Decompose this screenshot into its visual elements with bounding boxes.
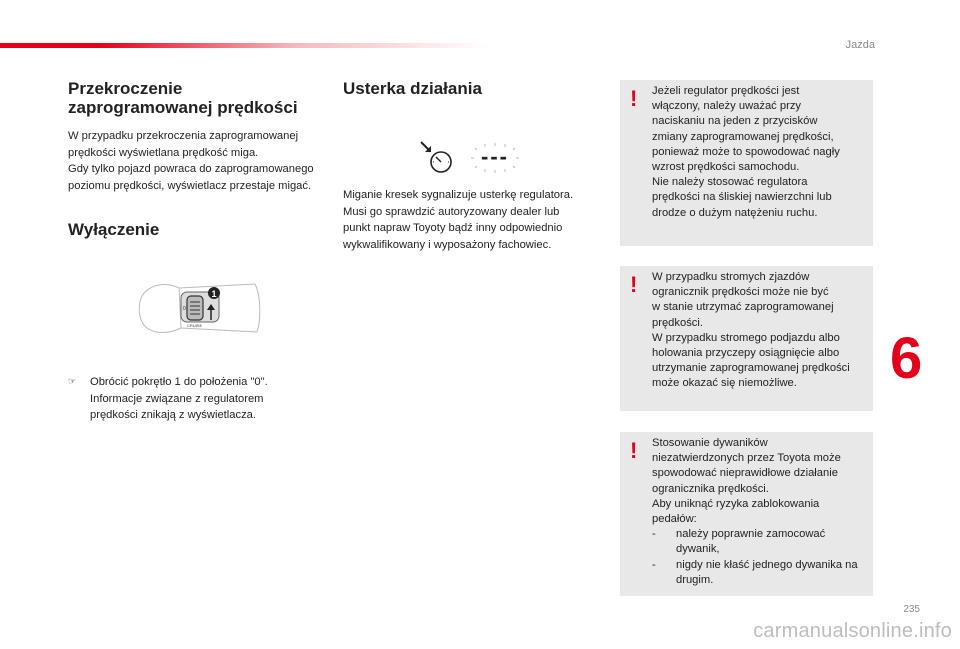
- text-line: drodze o dużym natężeniu ruchu.: [652, 206, 818, 219]
- warning-icon: !: [630, 272, 638, 297]
- page-number: 235: [903, 604, 920, 615]
- text-line: holowania przyczepy osiągnięcie albo: [652, 347, 840, 360]
- label-0: 0: [183, 306, 186, 312]
- text-line: naciskaniu na jeden z przycisków: [652, 115, 818, 128]
- text-line: W przypadku stromego podjazdu albo: [652, 331, 840, 344]
- text-line: pedałów:: [652, 513, 697, 526]
- warning-icon: !: [630, 86, 638, 111]
- section-title-line: Przekroczenie: [68, 79, 183, 98]
- warning-text: [652, 436, 867, 588]
- text-line: niezatwierdzonych przez Toyota może: [652, 452, 841, 465]
- label-1: 1: [211, 289, 217, 299]
- text-line: W przypadku przekroczenia zaprogramowanej: [68, 130, 299, 142]
- warning-text: [652, 270, 867, 392]
- list-item: [652, 558, 867, 588]
- text-line: Informacje związane z regulatorem: [90, 392, 264, 405]
- warning-icon: !: [630, 438, 638, 463]
- text-line: Jeżeli regulator prędkości jest: [652, 85, 800, 97]
- speed-exceeded-text: [68, 128, 330, 194]
- text-line: prędkości.: [652, 316, 703, 329]
- text-line: prędkości na śliskiej nawierzchni lub: [652, 191, 832, 204]
- warning-box-floor-mats: [620, 432, 873, 596]
- steering-stalk-illustration: [135, 272, 262, 344]
- text-line: poziomu prędkości, wyświetlacz przestaje migać.: [68, 179, 312, 192]
- text-line: ogranicznik prędkości może nie być: [652, 286, 829, 299]
- text-line: Miganie kresek sygnalizuje usterkę regulatora.: [343, 189, 574, 201]
- bullet-item-switch-off: [68, 374, 330, 424]
- text-line: Musi go sprawdzić autoryzowany dealer lub: [343, 205, 560, 218]
- text-line: prędkości wyświetlana prędkość miga.: [68, 146, 259, 159]
- list-dash: -: [652, 528, 656, 541]
- text-line: spowodować nieprawidłowe działanie: [652, 467, 838, 480]
- text-line: zmiany zaprogramowanej prędkości,: [652, 130, 834, 143]
- malfunction-text: [343, 187, 598, 253]
- text-line: Stosowanie dywaników: [652, 437, 768, 449]
- text-line: w stanie utrzymać zaprogramowanej: [652, 301, 834, 314]
- text-line: ogranicznika prędkości.: [652, 482, 769, 495]
- watermark: carmanualsonline.info: [753, 620, 952, 642]
- text-line: Obrócić pokrętło 1 do położenia "0".: [90, 376, 268, 388]
- label-cruise: CRUISE: [187, 323, 203, 328]
- text-line: Nie należy stosować regulatora: [652, 176, 808, 189]
- section-title-speed-exceeded: [68, 79, 328, 117]
- list-item-text: należy poprawnie zamocować dywanik,: [676, 528, 826, 556]
- arrow-bullet-icon: ☞: [68, 376, 77, 386]
- section-title-line: zaprogramowanej prędkości: [68, 98, 298, 117]
- section-title-malfunction: Usterka działania: [343, 79, 482, 98]
- text-line: utrzymanie zaprogramowanej prędkości: [652, 362, 850, 375]
- speedometer-dashes-illustration: [415, 140, 530, 178]
- text-line: wykwalifikowany i wyposażony fachowiec.: [343, 238, 552, 251]
- text-line: Gdy tylko pojazd powraca do zaprogramowanego: [68, 163, 314, 175]
- list-item: [652, 527, 867, 557]
- header-accent-bar: [0, 43, 490, 48]
- chapter-label: Jazda: [845, 39, 875, 51]
- text-line: W przypadku stromych zjazdów: [652, 271, 810, 283]
- warning-box-speed-buttons: [620, 80, 873, 246]
- text-line: Aby uniknąć ryzyka zablokowania: [652, 497, 820, 510]
- text-line: ponieważ może to spowodować nagły: [652, 145, 840, 158]
- list-item-text: nigdy nie kłaść jednego dywanika na drugim.: [676, 558, 858, 586]
- text-line: wzrost prędkości samochodu.: [652, 161, 800, 174]
- list-dash: -: [652, 558, 656, 571]
- bullet-text: [90, 374, 268, 424]
- text-line: włączony, należy uważać przy: [652, 100, 802, 113]
- display-dashes: ---: [481, 144, 509, 169]
- section-title-switch-off: Wyłączenie: [68, 220, 160, 239]
- chapter-number: 6: [890, 326, 923, 391]
- warning-text: [652, 84, 867, 221]
- text-line: prędkości znikają z wyświetlacza.: [90, 409, 257, 421]
- text-line: punkt napraw Toyoty bądź inny odpowiednio: [343, 222, 563, 234]
- warning-box-steep-roads: [620, 266, 873, 411]
- text-line: może okazać się niemożliwe.: [652, 377, 797, 390]
